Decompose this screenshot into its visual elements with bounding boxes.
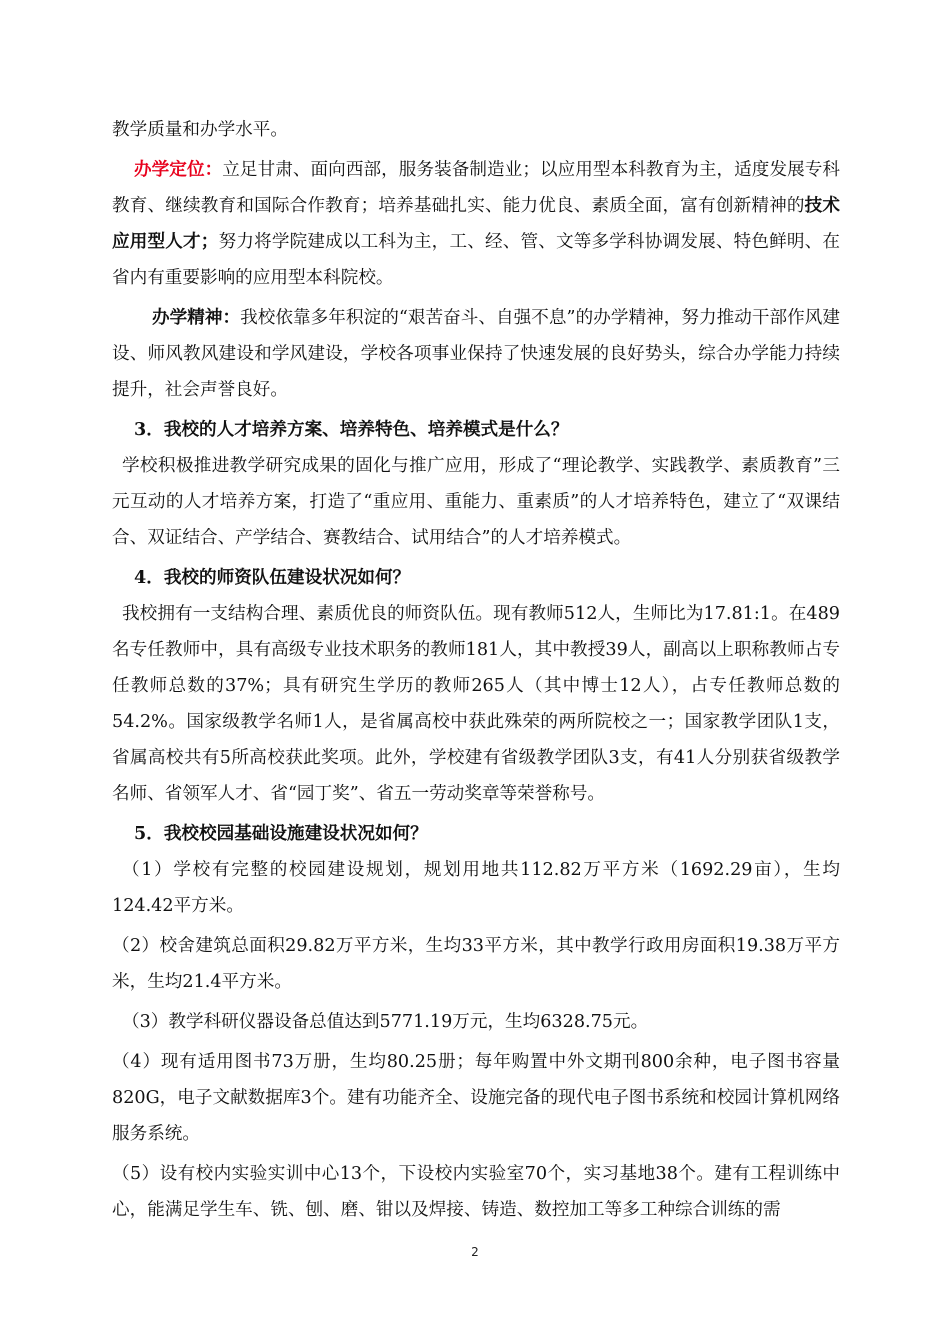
- positioning-text-2: 努力将学院建成以工科为主，工、经、管、文等多学科协调发展、特色鲜明、在省内有重要影响的应用型本科院校。: [112, 232, 840, 288]
- heading-q3: 3．我校的人才培养方案、培养特色、培养模式是什么？: [134, 419, 569, 440]
- list-item-q5-4: （4）现有适用图书73万册，生均80.25册；每年购置中外文期刊800余种，电子图书容量820G，电子文献数据库3个。建有功能齐全、设施完备的现代电子图书系统和校园计算机网络服务系统。: [112, 1052, 840, 1144]
- page-number: 2: [471, 1245, 479, 1259]
- paragraph-positioning: [112, 152, 840, 296]
- list-item-q5-5: （5）设有校内实验实训中心13个，下设校内实验室70个，实习基地38个。建有工程训练中心，能满足学生车、铣、刨、磨、钳以及焊接、铸造、数控加工等多工种综合训练的需: [112, 1164, 840, 1220]
- heading-q4: 4．我校的师资队伍建设状况如何？: [134, 567, 411, 588]
- document-body: [112, 112, 840, 1228]
- positioning-label: 办学定位：: [134, 159, 223, 180]
- positioning-text-1: 立足甘肃、面向西部，服务装备制造业；以应用型本科教育为主，适度发展专科教育、继续教育和国际合作教育；培养基础扎实、能力优良、素质全面，富有创新精神的: [112, 160, 840, 216]
- list-item-q5-3: （3）教学科研仪器设备总值达到5771.19万元，生均6328.75元。: [122, 1012, 649, 1032]
- list-item-q5-2: （2）校舍建筑总面积29.82万平方米，生均33平方米，其中教学行政用房面积19.38万平方米，生均21.4平方米。: [112, 936, 840, 992]
- paragraph-spirit: [112, 300, 840, 408]
- spirit-text: 我校依靠多年积淀的“艰苦奋斗、自强不息”的办学精神，努力推动干部作风建设、师风教风建设和学风建设，学校各项事业保持了快速发展的良好势头，综合办学能力持续提升，社会声誉良好。: [112, 308, 840, 400]
- heading-q5: 5．我校校园基础设施建设状况如何？: [134, 823, 428, 844]
- list-item-q5-1: （1）学校有完整的校园建设规划，规划用地共112.82万平方米（1692.29亩），生均124.42平方米。: [112, 860, 840, 916]
- paragraph-continuation: 教学质量和办学水平。: [112, 120, 288, 140]
- paragraph-q3: 学校积极推进教学研究成果的固化与推广应用，形成了“理论教学、实践教学、素质教育”三元互动的人才培养方案，打造了“重应用、重能力、重素质”的人才培养特色，建立了“双课结合、双证结合、产学结合、赛教结合、试用结合”的人才培养模式。: [112, 456, 840, 548]
- spirit-label: 办学精神：: [152, 307, 241, 328]
- paragraph-q4: 我校拥有一支结构合理、素质优良的师资队伍。现有教师512人，生师比为17.81:1。在489名专任教师中，具有高级专业技术职务的教师181人，其中教授39人，副高以上职称教师占专任教师总数的37%；具有研究生学历的教师265人（其中博士12人），占专任教师总数的54.2%。国家级教学名师1人，是省属高校中获此殊荣的两所院校之一；国家教学团队1支，省属高校共有5所高校获此奖项。此外，学校建有省级教学团队3支，有41人分别获省级教学名师、省领军人才、省“园丁奖”、省五一劳动奖章等荣誉称号。: [112, 604, 840, 804]
- positioning-emphasis: 技术应用型人才；: [112, 195, 840, 252]
